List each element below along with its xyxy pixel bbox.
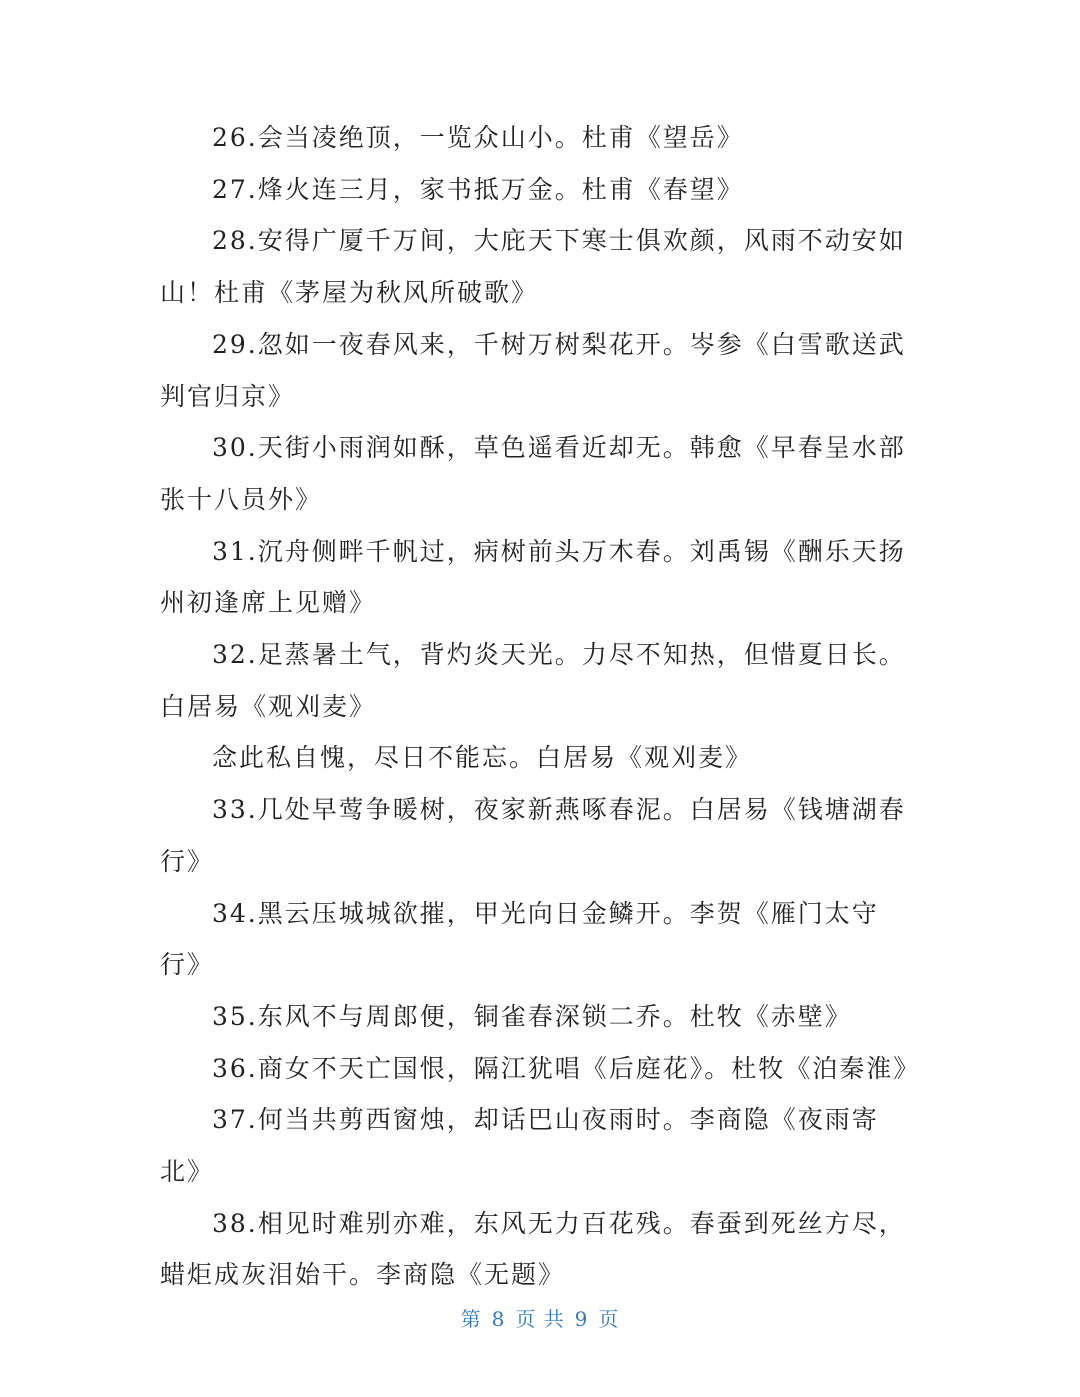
- quote-entry-36: 36.商女不天亡国恨，隔江犹唱《后庭花》。杜牧《泊秦淮》: [212, 1053, 921, 1083]
- quote-entry-27: 27.烽火连三月，家书抵万金。杜甫《春望》: [212, 174, 744, 204]
- page-footer: [0, 1303, 1080, 1332]
- quote-entry-28: 28.安得广厦千万间，大庇天下寒士俱欢颜，风雨不动安如山！杜甫《茅屋为秋风所破歌》: [160, 226, 906, 308]
- quote-entry-32: 32.足蒸暑土气，背灼炎天光。力尽不知热，但惜夏日长。白居易《观刈麦》: [160, 640, 906, 721]
- quote-entry-31: 31.沉舟侧畔千帆过，病树前头万木春。刘禹锡《酬乐天扬州初逢席上见赠》: [160, 536, 906, 618]
- quote-entry-32-continued: 念此私自愧，尽日不能忘。白居易《观刈麦》: [212, 743, 753, 773]
- quote-entry-38: 38.相见时难别亦难，东风无力百花残。春蚕到死丝方尽，蜡炬成灰泪始干。李商隐《无题》: [160, 1208, 906, 1290]
- quote-entry-35: 35.东风不与周郎便，铜雀春深锁二乔。杜牧《赤壁》: [212, 1001, 852, 1031]
- quote-entry-29: 29.忽如一夜春风来，千树万树梨花开。岑参《白雪歌送武判官归京》: [160, 329, 906, 411]
- quote-entry-26: 26.会当凌绝顶，一览众山小。杜甫《望岳》: [212, 123, 744, 152]
- quote-entry-34: 34.黑云压城城欲摧，甲光向日金鳞开。李贺《雁门太守行》: [160, 898, 879, 980]
- quote-entry-30: 30.天街小雨润如酥，草色遥看近却无。韩愈《早春呈水部张十八员外》: [160, 433, 906, 514]
- poem-quotes-list: [160, 112, 920, 1301]
- footer-suffix: 页: [598, 1307, 620, 1331]
- footer-total-pages: 9: [574, 1307, 589, 1331]
- footer-prefix: 第: [460, 1307, 482, 1331]
- quote-entry-33: 33.几处早莺争暖树，夜家新燕啄春泥。白居易《钱塘湖春行》: [160, 795, 906, 876]
- footer-middle: 页 共: [515, 1307, 565, 1331]
- quote-entry-37: 37.何当共剪西窗烛，却话巴山夜雨时。李商隐《夜雨寄北》: [160, 1105, 879, 1187]
- footer-current-page: 8: [491, 1307, 506, 1331]
